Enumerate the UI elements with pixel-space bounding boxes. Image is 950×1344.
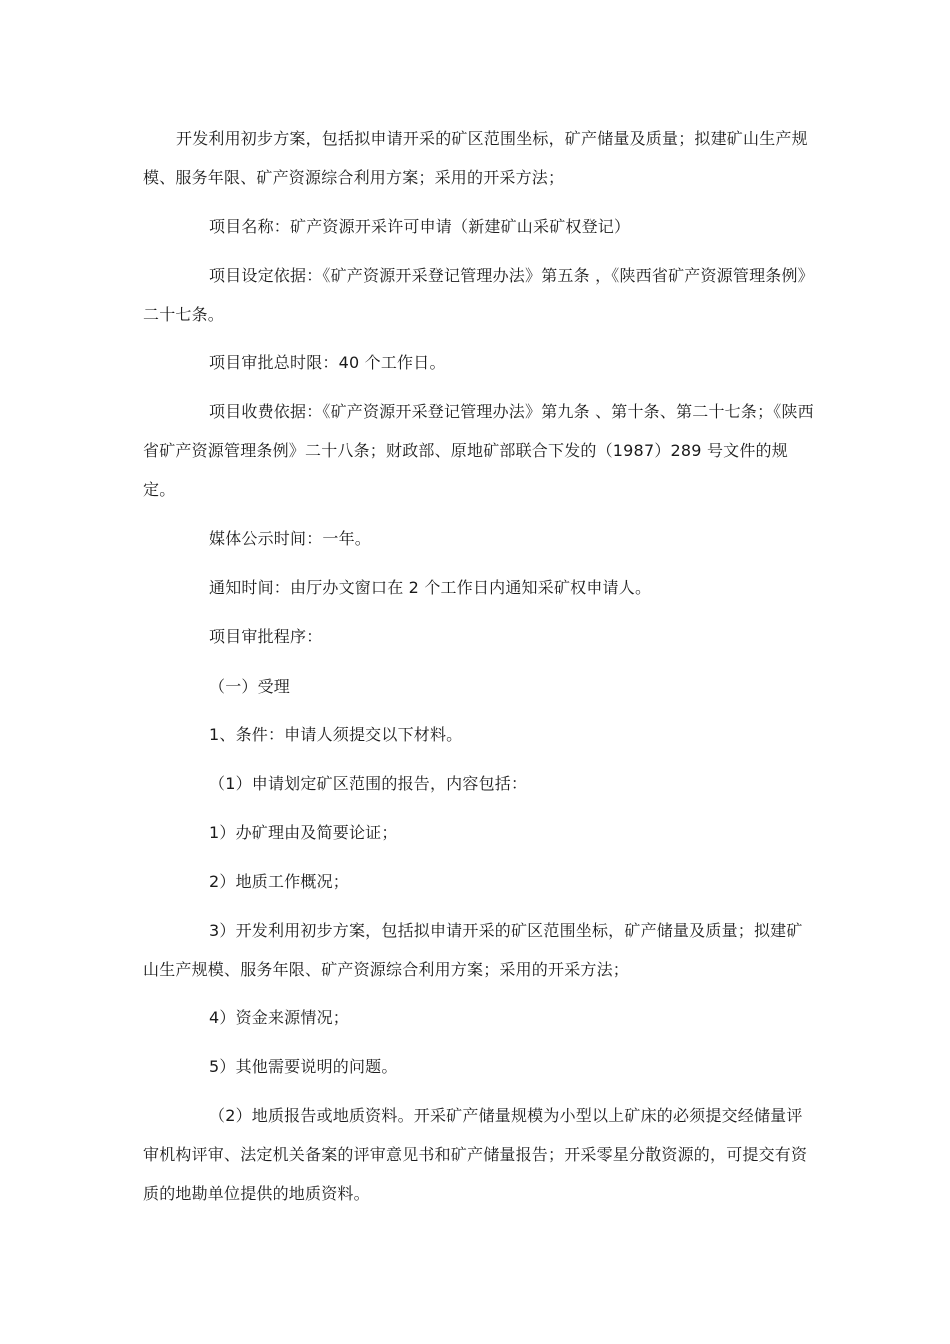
paragraph-project-name: 项目名称：矿产资源开采许可申请（新建矿山采矿权登记） [209,217,631,236]
paragraph-mining-area-report: （1）申请划定矿区范围的报告，内容包括： [209,774,528,793]
paragraph-procedure-heading: 项目审批程序： [209,627,323,646]
paragraph-acceptance-heading: （一）受理 [209,677,291,696]
paragraph-conditions: 1、条件：申请人须提交以下材料。 [209,725,463,744]
list-item-funding: 4）资金来源情况； [209,1008,349,1027]
list-item-other-issues: 5）其他需要说明的问题。 [209,1057,398,1076]
paragraph-geology-report: （2）地质报告或地质资料。开采矿产储量规模为小型以上矿床的必须提交经储量评审机构评审、法定机关备案的评审意见书和矿产储量报告；开采零星分散资源的，可提交有资质的地勘单位提供的地质资料。 [143,1106,808,1203]
list-item-geology-work: 2）地质工作概况； [209,872,349,891]
paragraph-publicity-time: 媒体公示时间：一年。 [209,529,372,548]
list-item-development-plan: 3）开发利用初步方案，包括拟申请开采的矿区范围坐标，矿产储量及质量；拟建矿山生产规模、服务年限、矿产资源综合利用方案；采用的开采方法； [143,921,803,979]
paragraph-legal-basis: 项目设定依据：《矿产资源开采登记管理办法》第五条 ，《陕西省矿产资源管理条例》二十七条。 [143,266,814,324]
paragraph-development-plan: 开发利用初步方案，包括拟申请开采的矿区范围坐标，矿产储量及质量；拟建矿山生产规模、服务年限、矿产资源综合利用方案；采用的开采方法； [143,129,808,187]
list-item-reason: 1）办矿理由及简要论证； [209,823,398,842]
paragraph-fee-basis: 项目收费依据：《矿产资源开采登记管理办法》第九条 、第十条、第二十七条；《陕西省矿产资源管理条例》二十八条；财政部、原地矿部联合下发的（1987）289 号文件的规定。 [143,402,814,499]
paragraph-notice-time: 通知时间：由厅办文窗口在 2 个工作日内通知采矿权申请人。 [209,578,652,597]
paragraph-time-limit: 项目审批总时限：40 个工作日。 [209,353,446,372]
